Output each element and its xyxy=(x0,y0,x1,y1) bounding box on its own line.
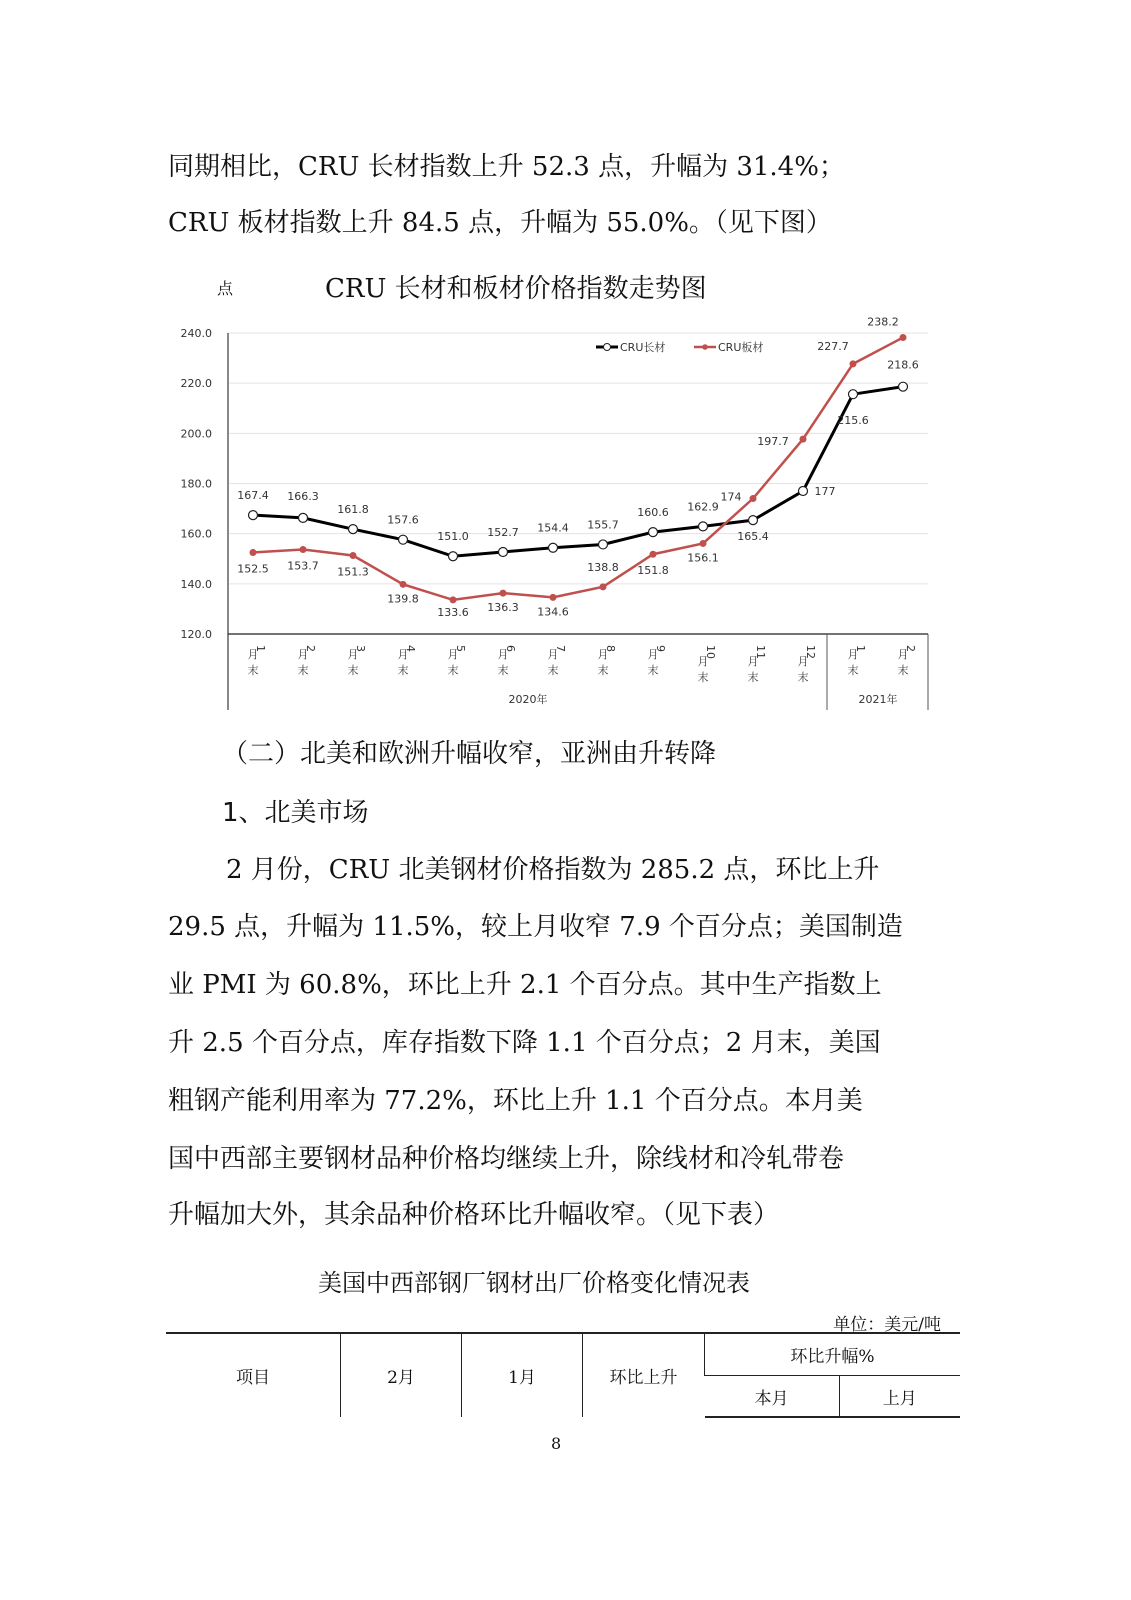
body-line: 29.5 点，升幅为 11.5%，较上月收窄 7.9 个百分点；美国制造 xyxy=(168,912,903,942)
y-tick-label: 120.0 xyxy=(180,628,212,641)
data-label: 156.1 xyxy=(687,551,719,565)
svg-text:月: 月 xyxy=(347,648,359,661)
data-label: 197.7 xyxy=(757,435,789,449)
svg-text:末: 末 xyxy=(847,664,859,677)
x-axis-year-groups xyxy=(509,692,898,706)
svg-text:9: 9 xyxy=(654,645,667,652)
data-point xyxy=(299,513,308,522)
svg-text:月: 月 xyxy=(447,648,459,661)
page-number: 8 xyxy=(551,1434,562,1453)
table-title: 美国中西部钢厂钢材出厂价格变化情况表 xyxy=(318,1269,750,1297)
svg-text:月: 月 xyxy=(647,648,659,661)
data-label: 153.7 xyxy=(287,559,319,573)
svg-text:末: 末 xyxy=(247,664,259,677)
x-tick-label xyxy=(898,645,918,677)
data-label: 160.6 xyxy=(637,506,669,520)
data-point xyxy=(549,543,558,552)
data-label: 152.7 xyxy=(487,525,519,539)
data-point xyxy=(249,511,258,520)
svg-text:3: 3 xyxy=(354,645,367,652)
data-label: 151.0 xyxy=(437,530,469,544)
data-label: 152.5 xyxy=(237,562,269,576)
x-tick-label xyxy=(648,645,668,677)
chart-series xyxy=(237,316,919,619)
data-label: 133.6 xyxy=(437,605,469,619)
y-axis-ticks xyxy=(181,327,213,641)
data-point xyxy=(399,535,408,544)
svg-text:月: 月 xyxy=(547,648,559,661)
data-label: 174 xyxy=(720,490,742,504)
data-point xyxy=(799,487,808,496)
data-point xyxy=(800,436,807,443)
data-label: 227.7 xyxy=(817,339,849,353)
body-line: 升幅加大外，其余品种价格环比升幅收窄。（见下表） xyxy=(168,1200,780,1230)
subsection-heading: 1、北美市场 xyxy=(222,798,369,828)
data-label: 215.6 xyxy=(837,414,869,428)
data-label: 155.7 xyxy=(587,518,619,532)
y-tick-label: 160.0 xyxy=(180,527,212,541)
body-line: 粗钢产能利用率为 77.2%，环比上升 1.1 个百分点。本月美 xyxy=(168,1086,863,1116)
x-tick-label xyxy=(298,645,318,677)
data-point xyxy=(700,540,707,547)
data-point xyxy=(350,552,357,559)
x-tick-label xyxy=(448,645,468,677)
x-tick-label xyxy=(248,645,268,677)
header-jan: 1月 xyxy=(462,1333,583,1417)
x-axis-categories xyxy=(248,645,918,684)
data-point xyxy=(900,334,907,341)
svg-text:末: 末 xyxy=(297,664,309,677)
header-mom-rise: 环比上升 xyxy=(583,1333,705,1417)
svg-text:4: 4 xyxy=(404,645,417,652)
data-label: 151.8 xyxy=(637,564,669,578)
data-label: 154.4 xyxy=(537,521,569,535)
body-line: 业 PMI 为 60.8%，环比上升 2.1 个百分点。其中生产指数上 xyxy=(168,970,882,1000)
svg-text:8: 8 xyxy=(604,645,617,652)
price-table xyxy=(166,1332,960,1418)
table-unit: 单位：美元/吨 xyxy=(833,1315,941,1335)
svg-text:月: 月 xyxy=(297,648,309,661)
data-label: 139.8 xyxy=(387,592,419,606)
svg-text:月: 月 xyxy=(497,648,509,661)
data-label: 157.6 xyxy=(387,513,419,527)
data-point xyxy=(600,583,607,590)
svg-text:月: 月 xyxy=(747,655,759,668)
svg-text:末: 末 xyxy=(597,664,609,677)
svg-text:2: 2 xyxy=(904,645,917,652)
body-line: 国中西部主要钢材品种价格均继续上升，除线材和冷轧带卷 xyxy=(168,1144,845,1174)
y-tick-label: 200.0 xyxy=(180,427,212,441)
x-tick-label xyxy=(498,645,518,677)
header-last-month: 上月 xyxy=(839,1376,960,1418)
y-tick-label: 140.0 xyxy=(180,577,212,591)
svg-text:末: 末 xyxy=(697,671,709,684)
paragraph-line: CRU 板材指数上升 84.5 点，升幅为 55.0%。（见下图） xyxy=(168,208,832,238)
svg-text:末: 末 xyxy=(547,664,559,677)
chart-unit-label: 点 xyxy=(217,279,234,298)
data-point xyxy=(349,525,358,534)
data-point xyxy=(849,390,858,399)
y-tick-label: 220.0 xyxy=(180,377,212,391)
svg-text:1: 1 xyxy=(254,645,267,652)
section-heading: （二）北美和欧洲升幅收窄，亚洲由升转降 xyxy=(222,739,717,769)
data-point xyxy=(499,547,508,556)
data-point xyxy=(650,551,657,558)
data-point xyxy=(899,382,908,391)
svg-text:月: 月 xyxy=(797,655,809,668)
data-label: 134.6 xyxy=(537,605,569,619)
year-group-label: 2021年 xyxy=(858,693,898,706)
data-label: 238.2 xyxy=(867,315,899,329)
data-point xyxy=(500,590,507,597)
chart-title: CRU 长材和板材价格指数走势图 xyxy=(325,274,707,304)
svg-text:末: 末 xyxy=(797,671,809,684)
legend-item xyxy=(694,340,763,354)
data-point xyxy=(400,581,407,588)
x-tick-label xyxy=(848,645,868,677)
data-label: 161.8 xyxy=(337,503,369,517)
svg-text:末: 末 xyxy=(397,664,409,677)
y-tick-label: 240.0 xyxy=(180,327,212,340)
series-line xyxy=(253,338,903,600)
svg-text:月: 月 xyxy=(697,655,709,668)
svg-text:月: 月 xyxy=(897,648,909,661)
data-label: 218.6 xyxy=(887,358,919,372)
svg-text:末: 末 xyxy=(447,664,459,677)
data-point xyxy=(599,540,608,549)
svg-text:2: 2 xyxy=(304,645,317,652)
header-feb: 2月 xyxy=(341,1333,462,1417)
svg-text:6: 6 xyxy=(504,645,517,652)
svg-text:CRU长材: CRU长材 xyxy=(620,341,666,354)
data-point xyxy=(300,546,307,553)
body-line: 升 2.5 个百分点，库存指数下降 1.1 个百分点；2 月末，美国 xyxy=(168,1028,881,1058)
legend-item xyxy=(596,340,665,354)
svg-text:7: 7 xyxy=(554,645,567,652)
svg-text:月: 月 xyxy=(397,648,409,661)
x-tick-label xyxy=(798,645,818,684)
data-label: 167.4 xyxy=(237,489,269,503)
svg-text:月: 月 xyxy=(247,648,259,661)
svg-text:末: 末 xyxy=(497,664,509,677)
x-tick-label xyxy=(748,645,768,684)
svg-text:末: 末 xyxy=(647,664,659,677)
svg-text:月: 月 xyxy=(597,648,609,661)
data-point xyxy=(699,522,708,531)
data-point xyxy=(450,596,457,603)
header-mom-pct: 环比升幅% xyxy=(705,1333,961,1376)
data-label: 151.3 xyxy=(337,565,369,579)
x-tick-label xyxy=(698,645,718,684)
svg-text:CRU板材: CRU板材 xyxy=(718,341,764,354)
data-point xyxy=(749,516,758,525)
data-point xyxy=(250,549,257,556)
data-point xyxy=(750,495,757,502)
line-chart xyxy=(150,315,950,715)
x-tick-label xyxy=(348,645,368,677)
svg-text:末: 末 xyxy=(347,664,359,677)
chart-legend xyxy=(596,340,763,354)
year-group-label: 2020年 xyxy=(508,693,548,706)
data-label: 166.3 xyxy=(287,489,319,503)
data-point xyxy=(550,594,557,601)
paragraph-line: 同期相比，CRU 长材指数上升 52.3 点，升幅为 31.4%； xyxy=(168,152,845,182)
svg-text:末: 末 xyxy=(747,671,759,684)
svg-text:11: 11 xyxy=(754,645,767,659)
header-item: 项目 xyxy=(166,1333,341,1417)
data-point xyxy=(649,528,658,537)
data-point xyxy=(850,360,857,367)
data-label: 136.3 xyxy=(487,601,519,615)
data-label: 138.8 xyxy=(587,560,619,574)
x-tick-label xyxy=(398,645,418,677)
y-tick-label: 180.0 xyxy=(180,477,212,491)
x-tick-label xyxy=(598,645,618,677)
body-line: 2 月份，CRU 北美钢材价格指数为 285.2 点，环比上升 xyxy=(226,855,880,885)
data-label: 165.4 xyxy=(737,530,769,544)
svg-text:月: 月 xyxy=(847,648,859,661)
x-tick-label xyxy=(548,645,568,677)
svg-text:5: 5 xyxy=(454,645,467,652)
data-label: 177 xyxy=(814,485,836,499)
svg-text:12: 12 xyxy=(804,645,817,659)
svg-text:1: 1 xyxy=(854,645,867,652)
svg-text:10: 10 xyxy=(704,645,717,659)
header-this-month: 本月 xyxy=(705,1376,840,1418)
data-point xyxy=(449,552,458,561)
data-label: 162.9 xyxy=(687,500,719,514)
svg-text:末: 末 xyxy=(897,664,909,677)
